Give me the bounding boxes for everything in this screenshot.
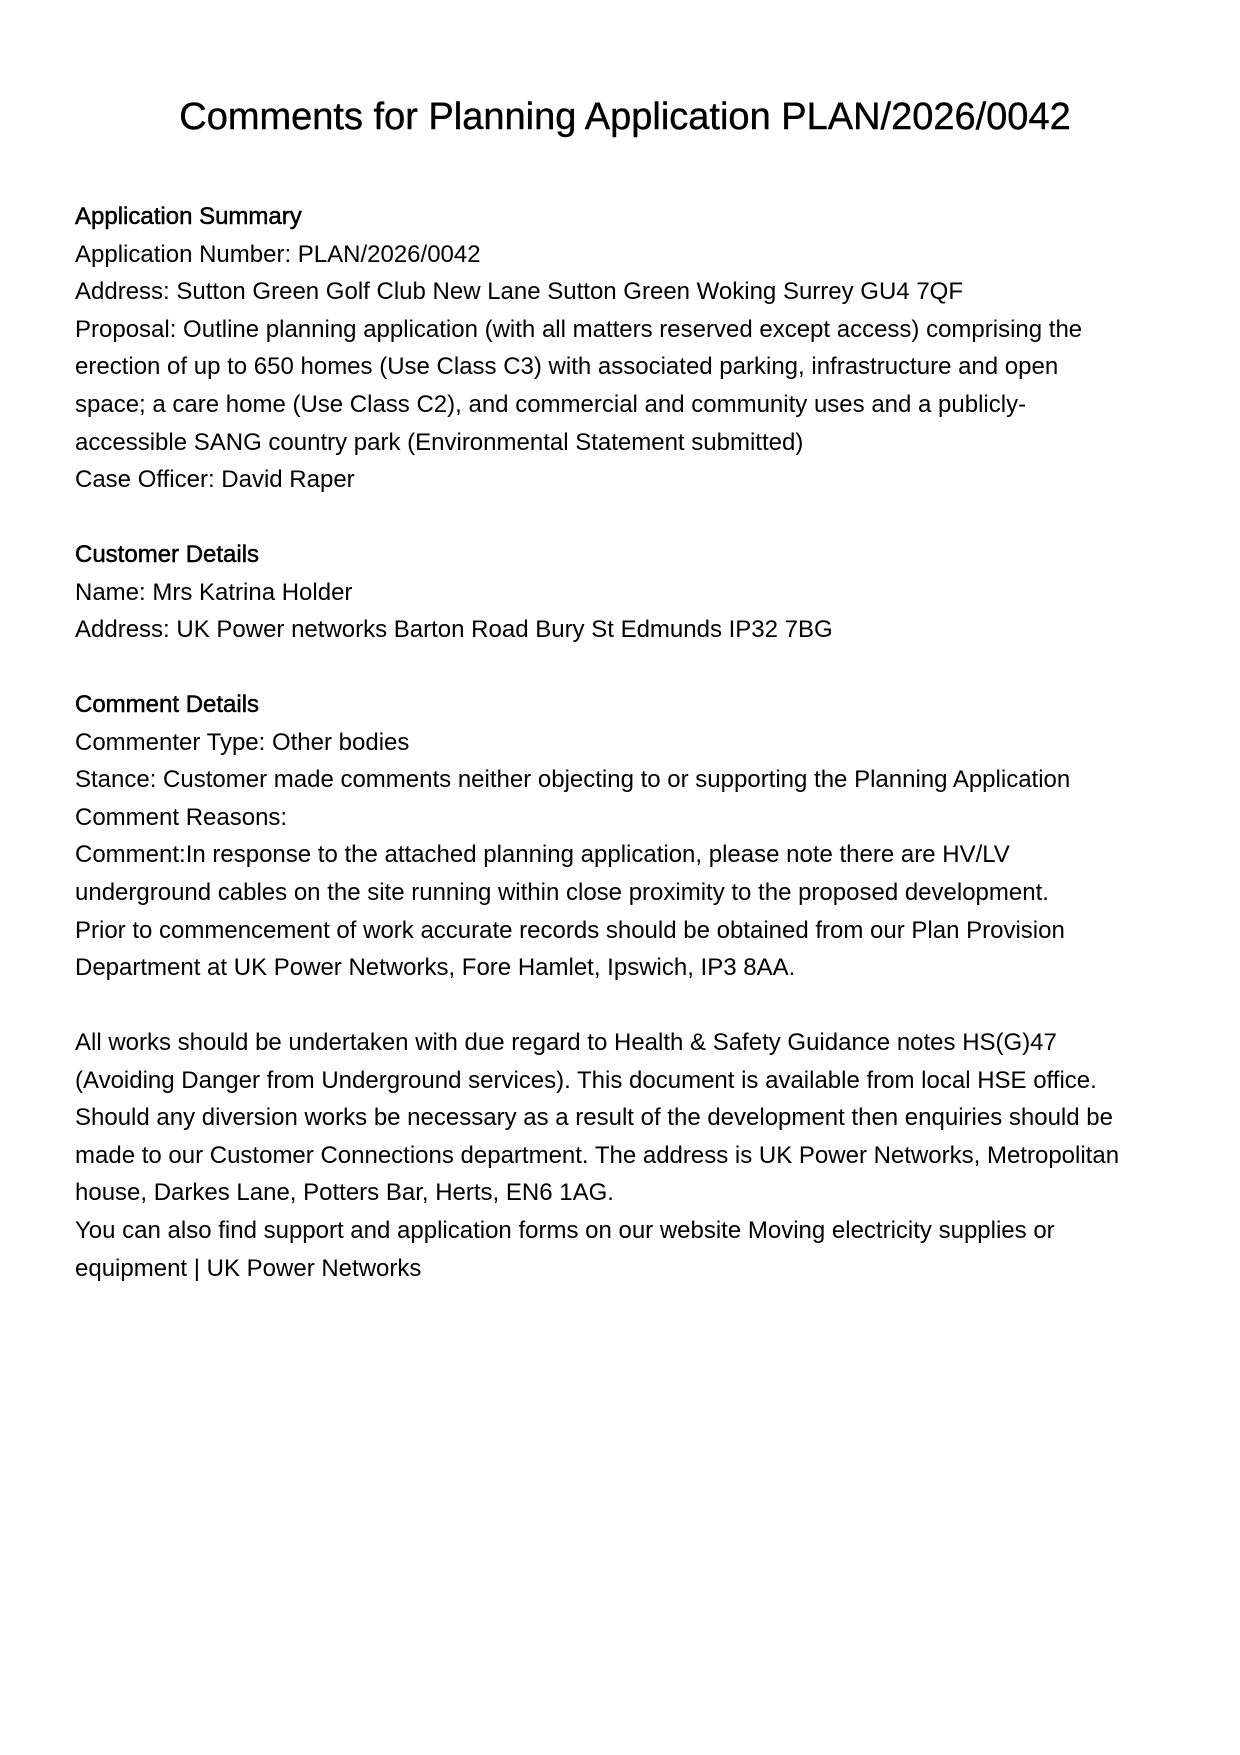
application-summary-heading: Application Summary: [75, 203, 302, 230]
comment-details-section: [75, 686, 1175, 987]
comment-paragraph-2: [75, 1024, 1175, 1287]
comment-p2-line-1: All works should be undertaken with due regard to Health & Safety Guidance notes HS(G)47: [75, 1029, 1057, 1056]
comment-line-4: Department at UK Power Networks, Fore Hamlet, Ipswich, IP3 8AA.: [75, 954, 796, 982]
proposal-line-3: space; a care home (Use Class C2), and commercial and community uses and a publicly-: [75, 390, 1027, 418]
comment-p2-line-6: You can also find support and application forms on our website Moving electricity supplies or: [75, 1216, 1055, 1244]
comment-p2-line-2: (Avoiding Danger from Underground services). This document is available from local HSE office.: [75, 1066, 1097, 1094]
customer-name: Name: Mrs Katrina Holder: [75, 578, 353, 606]
customer-details-heading: Customer Details: [75, 541, 260, 568]
case-officer: Case Officer: David Raper: [75, 466, 355, 494]
comment-line-1: Comment:In response to the attached planning application, please note there are HV/LV: [75, 841, 1010, 869]
proposal-line-4: accessible SANG country park (Environmental Statement submitted): [75, 428, 804, 456]
page-title: Comments for Planning Application PLAN/2026/0042: [179, 96, 1071, 138]
application-number: Application Number: PLAN/2026/0042: [75, 240, 481, 268]
comment-p2-line-7: equipment | UK Power Networks: [75, 1254, 422, 1282]
comment-details-heading: Comment Details: [75, 691, 260, 718]
customer-details-section: [75, 536, 1175, 649]
proposal-line-2: erection of up to 650 homes (Use Class C3) with associated parking, infrastructure and open: [75, 353, 1059, 381]
comment-line-3: Prior to commencement of work accurate records should be obtained from our Plan Provision: [75, 916, 1065, 944]
comment-line-2: underground cables on the site running within close proximity to the proposed development.: [75, 878, 1049, 906]
comment-p2-line-4: made to our Customer Connections department. The address is UK Power Networks, Metropolitan: [75, 1141, 1120, 1169]
comment-p2-line-5: house, Darkes Lane, Potters Bar, Herts, EN6 1AG.: [75, 1179, 614, 1207]
comment-reasons: Comment Reasons:: [75, 803, 288, 831]
proposal-line-1: Proposal: Outline planning application (with all matters reserved except access) comprising the: [75, 315, 1083, 343]
commenter-type: Commenter Type: Other bodies: [75, 728, 410, 756]
customer-address: Address: UK Power networks Barton Road Bury St Edmunds IP32 7BG: [75, 616, 833, 644]
stance: Stance: Customer made comments neither objecting to or supporting the Planning Application: [75, 766, 1071, 794]
comment-p2-line-3: Should any diversion works be necessary as a result of the development then enquiries should be: [75, 1104, 1113, 1132]
application-address: Address: Sutton Green Golf Club New Lane Sutton Green Woking Surrey GU4 7QF: [75, 278, 963, 306]
application-summary-section: [75, 198, 1175, 499]
